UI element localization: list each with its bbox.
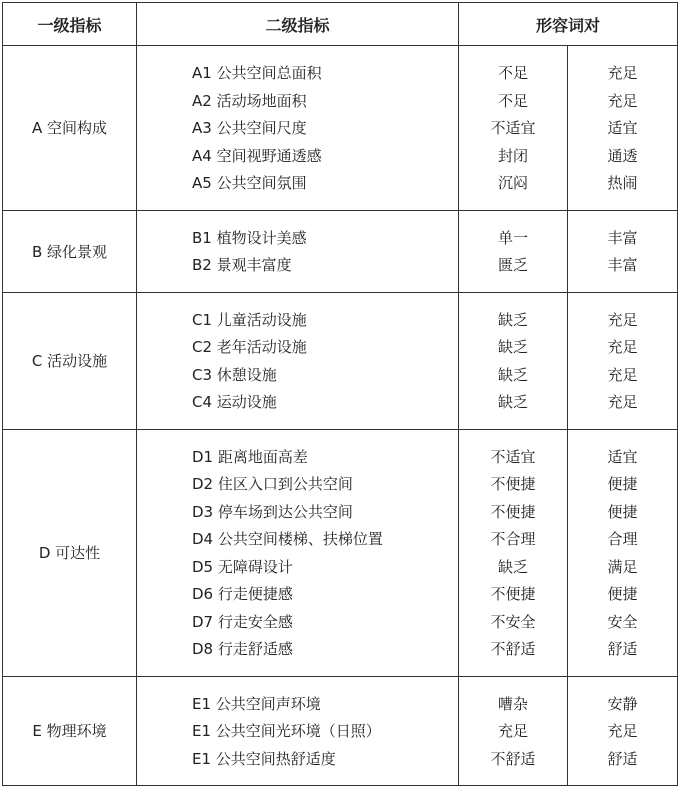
level2-item: E1 公共空间声环境 — [192, 694, 321, 713]
adjective-negative: 嘈杂 — [497, 694, 528, 713]
adjective-positive: 充足 — [607, 64, 638, 82]
adjective-negative: 不便捷 — [490, 475, 536, 493]
adjective-neg-cell — [459, 292, 568, 429]
group-row — [3, 46, 678, 211]
level2-cell — [137, 46, 459, 211]
adjective-positive: 丰富 — [607, 256, 638, 274]
adjective-negative: 缺乏 — [497, 557, 528, 576]
group-row — [3, 676, 678, 786]
adjective-neg-cell — [459, 210, 568, 292]
adjective-positive: 舒适 — [607, 749, 638, 768]
level2-item: C1 儿童活动设施 — [192, 310, 307, 329]
level1-cell — [3, 46, 137, 211]
adjective-negative: 不适宜 — [490, 447, 536, 466]
header-adjectives: 形容词对 — [459, 3, 678, 46]
level2-cell — [137, 676, 459, 786]
adjective-positive: 舒适 — [607, 640, 638, 658]
level2-item: D8 行走舒适感 — [192, 640, 293, 658]
level2-item: D3 停车场到达公共空间 — [192, 502, 353, 521]
adjective-negative: 不舒适 — [490, 749, 536, 768]
header-level2: 二级指标 — [137, 3, 459, 46]
level2-item: D7 行走安全感 — [192, 612, 293, 631]
adjective-negative: 不足 — [497, 91, 528, 110]
level2-item: A2 活动场地面积 — [192, 91, 307, 110]
table-body — [3, 46, 678, 786]
adjective-positive: 充足 — [607, 91, 638, 110]
level2-item: D2 住区入口到公共空间 — [192, 475, 353, 493]
adjective-positive: 合理 — [607, 530, 638, 548]
level2-cell — [137, 292, 459, 429]
level2-item: A3 公共空间尺度 — [192, 119, 307, 137]
level1-label: C 活动设施 — [31, 352, 108, 370]
adjective-negative: 不舒适 — [490, 640, 536, 658]
group-row — [3, 292, 678, 429]
adjective-negative: 不安全 — [490, 612, 536, 631]
adjective-pos-cell — [568, 676, 678, 786]
level2-item: A5 公共空间氛围 — [192, 174, 307, 192]
group-row — [3, 210, 678, 292]
group-row — [3, 429, 678, 676]
adjective-positive: 适宜 — [607, 119, 638, 137]
level2-cell — [137, 210, 459, 292]
adjective-negative: 不便捷 — [490, 502, 536, 521]
adjective-neg-cell — [459, 429, 568, 676]
adjective-positive: 满足 — [607, 557, 638, 576]
adjective-neg-cell — [459, 676, 568, 786]
adjective-negative: 不便捷 — [490, 585, 536, 603]
adjective-negative: 缺乏 — [497, 310, 528, 329]
adjective-positive: 热闹 — [607, 174, 638, 192]
adjective-pos-cell — [568, 210, 678, 292]
level2-item: B2 景观丰富度 — [192, 256, 292, 274]
adjective-negative: 匮乏 — [497, 256, 528, 274]
level2-item: A1 公共空间总面积 — [192, 64, 322, 82]
level2-item: E1 公共空间光环境（日照） — [192, 722, 381, 740]
level2-item: E1 公共空间热舒适度 — [192, 749, 336, 768]
adjective-positive: 充足 — [607, 310, 638, 329]
level1-label: E 物理环境 — [32, 722, 107, 741]
adjective-negative: 不足 — [497, 64, 528, 82]
indicator-table — [2, 2, 678, 786]
adjective-pos-cell — [568, 292, 678, 429]
level1-cell — [3, 676, 137, 786]
level2-item: D1 距离地面高差 — [192, 447, 308, 466]
adjective-positive: 通透 — [607, 146, 638, 165]
adjective-pos-cell — [568, 46, 678, 211]
adjective-positive: 便捷 — [607, 502, 638, 521]
level1-label: A 空间构成 — [31, 119, 108, 138]
level1-cell — [3, 292, 137, 429]
level2-item: C3 休憩设施 — [192, 365, 277, 384]
adjective-negative: 封闭 — [497, 146, 528, 165]
adjective-negative: 不适宜 — [490, 119, 536, 137]
level2-item: D6 行走便捷感 — [192, 585, 293, 603]
level1-label: D 可达性 — [38, 544, 101, 562]
level2-item: D5 无障碍设计 — [192, 557, 293, 576]
header-row — [3, 3, 678, 46]
adjective-positive: 丰富 — [607, 228, 638, 247]
adjective-negative: 充足 — [497, 722, 528, 740]
adjective-positive: 安全 — [607, 612, 638, 631]
level1-cell — [3, 429, 137, 676]
adjective-positive: 安静 — [607, 694, 638, 713]
adjective-positive: 便捷 — [607, 475, 638, 493]
adjective-neg-cell — [459, 46, 568, 211]
adjective-negative: 缺乏 — [497, 365, 528, 384]
adjective-positive: 便捷 — [607, 585, 638, 603]
adjective-negative: 不合理 — [490, 530, 536, 548]
level1-label: B 绿化景观 — [31, 242, 108, 261]
level2-cell — [137, 429, 459, 676]
level1-cell — [3, 210, 137, 292]
level2-item: D4 公共空间楼梯、扶梯位置 — [192, 530, 383, 548]
adjective-negative: 沉闷 — [497, 174, 528, 192]
level2-item: C4 运动设施 — [192, 393, 277, 411]
adjective-negative: 单一 — [497, 228, 528, 247]
level2-item: C2 老年活动设施 — [192, 338, 307, 356]
adjective-negative: 缺乏 — [497, 393, 528, 411]
header-level1: 一级指标 — [3, 3, 137, 46]
adjective-positive: 充足 — [607, 393, 638, 411]
adjective-positive: 充足 — [607, 722, 638, 740]
adjective-positive: 适宜 — [607, 447, 638, 466]
level2-item: A4 空间视野通透感 — [192, 146, 322, 165]
level2-item: B1 植物设计美感 — [192, 228, 307, 247]
adjective-pos-cell — [568, 429, 678, 676]
adjective-positive: 充足 — [607, 365, 638, 384]
adjective-negative: 缺乏 — [497, 338, 528, 356]
adjective-positive: 充足 — [607, 338, 638, 356]
